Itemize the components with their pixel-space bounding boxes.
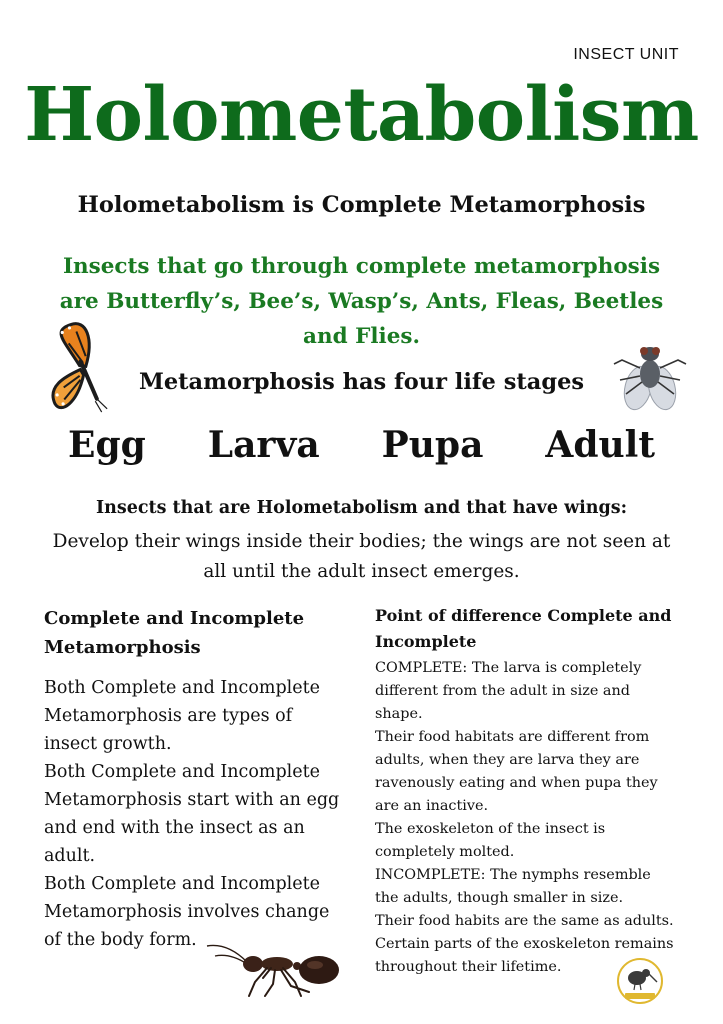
- right-line: throughout their lifetime.: [375, 959, 562, 975]
- right-line: different from the adult in size and: [375, 683, 630, 699]
- left-heading-line: Metamorphosis: [44, 637, 201, 658]
- stage-adult: Adult: [545, 424, 655, 466]
- right-line: Certain parts of the exoskeleton remains: [375, 936, 674, 952]
- left-line: insect growth.: [44, 734, 172, 754]
- left-line: Both Complete and Incomplete: [44, 762, 321, 782]
- page-title: Holometabolism: [24, 72, 699, 158]
- left-line: of the body form.: [44, 930, 197, 950]
- right-line: COMPLETE: The larva is completely: [375, 660, 642, 676]
- left-line: Metamorphosis are types of: [44, 706, 293, 726]
- left-line: and end with the insect as an: [44, 818, 305, 838]
- stages-heading: Metamorphosis has four life stages: [138, 369, 585, 395]
- right-line: The exoskeleton of the insect is: [375, 821, 606, 837]
- stage-larva: Larva: [207, 424, 320, 466]
- right-line: shape.: [375, 706, 423, 722]
- butterfly-illustration: [40, 318, 116, 418]
- left-column: [44, 604, 354, 954]
- right-line: Their food habitats are different from: [375, 729, 650, 745]
- left-heading-line: Complete and Incomplete: [44, 608, 305, 629]
- left-line: Metamorphosis start with an egg: [44, 790, 340, 810]
- left-column-heading: [44, 604, 354, 662]
- right-line: the adults, though smaller in size.: [375, 890, 624, 906]
- right-line: are an inactive.: [375, 798, 489, 814]
- stage-egg: Egg: [68, 424, 146, 466]
- insects-statement-line: Insects that go through complete metamorphosis: [62, 254, 661, 279]
- wings-text-line: Develop their wings inside their bodies; the wings are not seen at: [52, 531, 671, 552]
- wings-text: [30, 527, 693, 587]
- stage-pupa: Pupa: [381, 424, 484, 466]
- page-subtitle: Holometabolism is Complete Metamorphosis: [77, 192, 646, 218]
- right-heading-line: Point of difference Complete and: [375, 606, 672, 625]
- insects-statement-line: and Flies.: [303, 324, 420, 349]
- ant-illustration: [205, 934, 355, 998]
- left-line: adult.: [44, 846, 96, 866]
- left-line: Both Complete and Incomplete: [44, 874, 321, 894]
- right-line: ravenously eating and when pupa they: [375, 775, 658, 791]
- wings-text-line: all until the adult insect emerges.: [203, 561, 520, 582]
- right-column: [375, 603, 685, 979]
- right-line: completely molted.: [375, 844, 515, 860]
- wings-heading: Insects that are Holometabolism and that have wings:: [95, 498, 628, 518]
- right-line: Their food habits are the same as adults.: [375, 913, 674, 929]
- left-line: Both Complete and Incomplete: [44, 678, 321, 698]
- right-line: INCOMPLETE: The nymphs resemble: [375, 867, 651, 883]
- life-stages: [0, 424, 723, 466]
- left-line: Metamorphosis involves change: [44, 902, 330, 922]
- right-column-heading: [375, 603, 685, 655]
- insects-statement-line: are Butterfly’s, Bee’s, Wasp’s, Ants, Fleas, Beetles: [59, 289, 664, 314]
- kiwi-bird-logo: [615, 956, 665, 1006]
- right-line: adults, when they are larva they are: [375, 752, 640, 768]
- right-heading-line: Incomplete: [375, 632, 477, 651]
- unit-label: INSECT UNIT: [573, 46, 679, 63]
- insects-statement: [40, 249, 683, 354]
- fly-illustration: [612, 334, 688, 416]
